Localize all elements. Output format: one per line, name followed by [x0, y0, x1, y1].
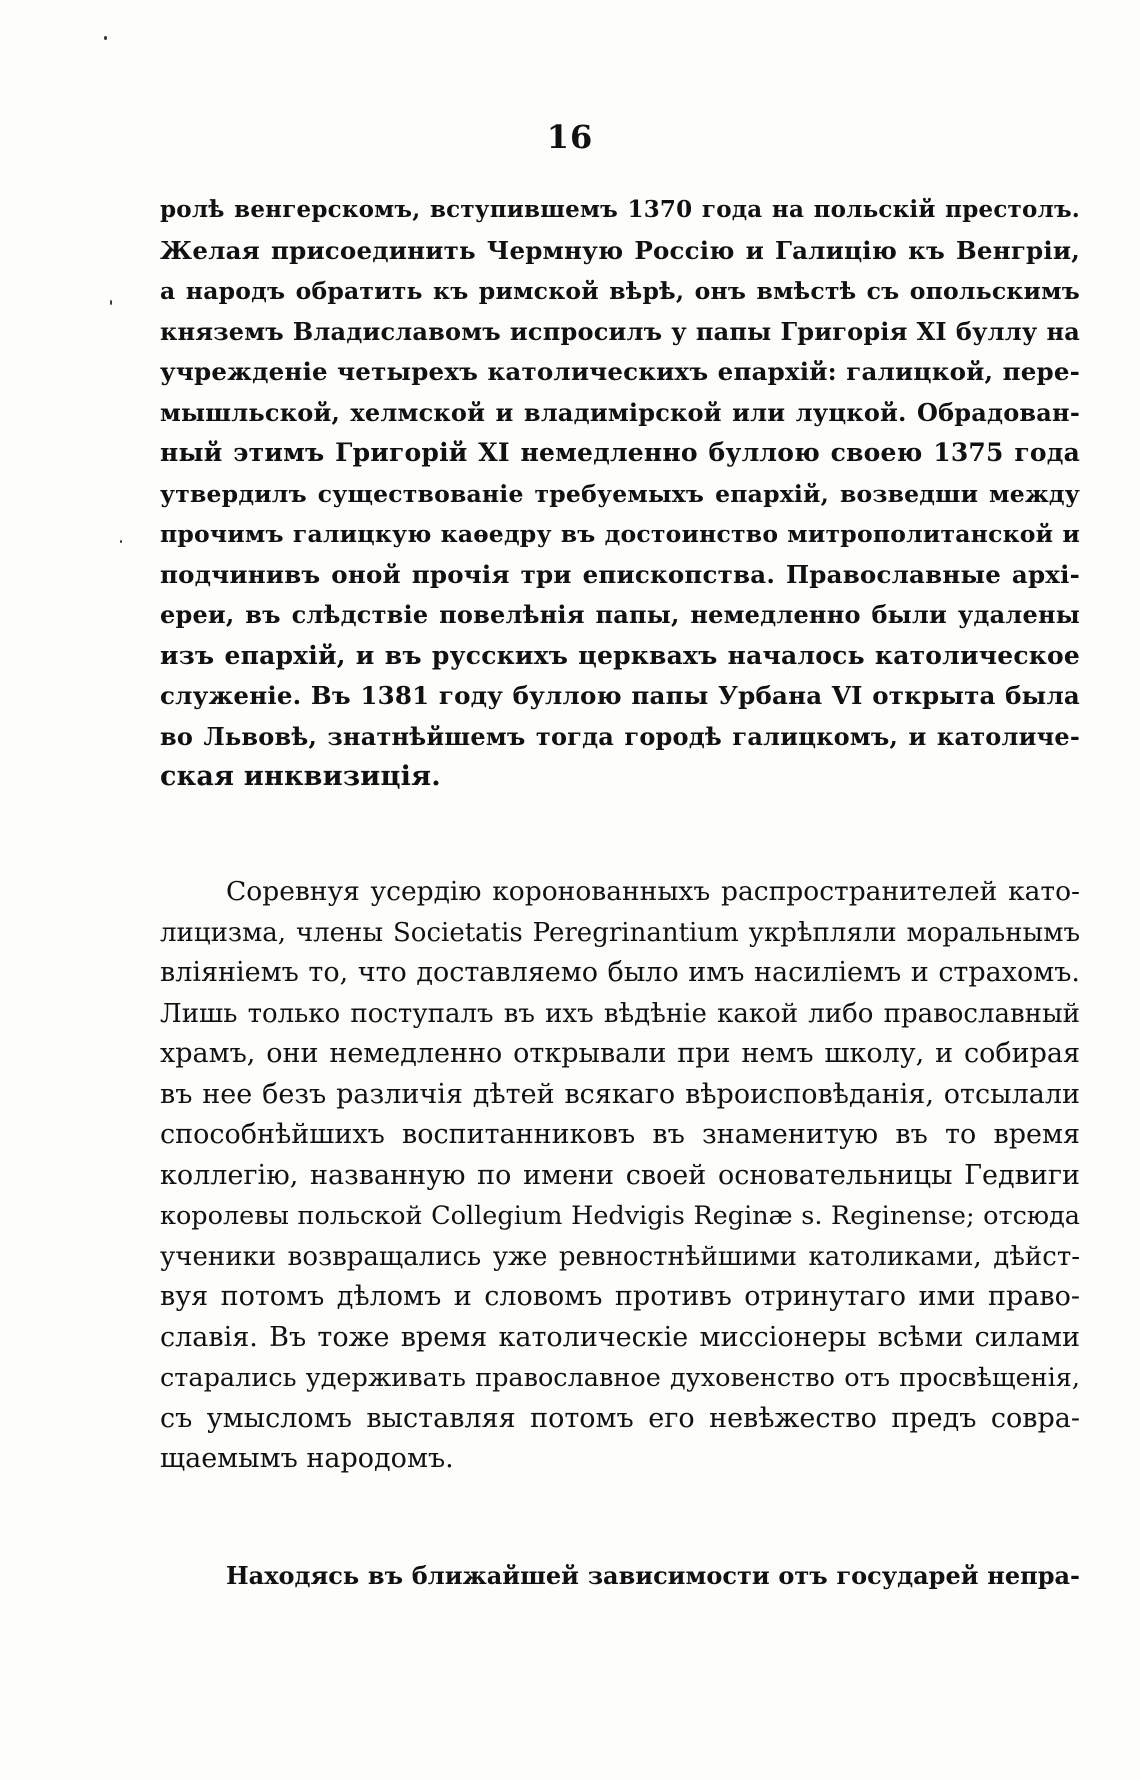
text-line: служеніе. Въ 1381 году буллою папы Урбана VI открыта была	[160, 681, 1080, 710]
text-line: ереи, въ слѣдствіе повелѣнія папы, немедленно были удалены	[160, 600, 1080, 629]
text-line: во Львовѣ, знатнѣйшемъ тогда городѣ галицкомъ, и католиче-	[160, 721, 1080, 751]
text-line: коллегію, названную по имени своей основательницы Гедвиги	[160, 1159, 1080, 1191]
text-line: Лишь только поступалъ въ ихъ вѣдѣніе какой либо православный	[160, 998, 1080, 1029]
text-line: мышльской, хелмской и владимірской или луцкой. Обрадован-	[160, 397, 1080, 427]
text-line: лицизма, члены Societatis Peregrinantium укрѣпляли моральнымъ	[160, 917, 1080, 948]
text-line: а народъ обратить къ римской вѣрѣ, онъ вмѣстѣ съ опольскимъ	[160, 277, 1080, 305]
text-line: способнѣйшихъ воспитанниковъ въ знаменитую въ то время	[160, 1119, 1080, 1150]
text-line: княземъ Владиславомъ испросилъ у папы Григорія XI буллу на	[160, 316, 1080, 346]
text-line: учрежденіе четырехъ католическихъ епархій: галицкой, пере-	[160, 357, 1080, 386]
text-line: утвердилъ существованіе требуемыхъ епархій, возведши между	[160, 479, 1080, 508]
paragraph	[160, 1556, 1080, 1597]
text-line: старались удерживать православное духовенство отъ просвѣщенія,	[160, 1363, 1080, 1393]
scan-speck	[104, 36, 107, 40]
paragraph	[160, 872, 1080, 1480]
scan-speck	[110, 300, 112, 305]
page-number: 16	[546, 118, 594, 156]
text-line: Желая присоединить Чермную Россію и Галицію къ Венгріи,	[160, 235, 1080, 265]
text-line: славія. Въ тоже время католическіе миссіонеры всѣми силами	[160, 1321, 1080, 1353]
text-line: вуя потомъ дѣломъ и словомъ противъ отринутаго ими право-	[160, 1281, 1080, 1312]
text-line: королевы польской Collegium Hedvigis Reginæ s. Reginense; отсюда	[160, 1201, 1080, 1231]
text-line: подчинивъ оной прочія три епископства. Православные архі-	[160, 559, 1080, 589]
text-line: вліяніемъ то, что доставляемо было имъ насиліемъ и страхомъ.	[160, 957, 1080, 988]
text-line: изъ епархій, и въ русскихъ церквахъ началось католическое	[160, 640, 1080, 670]
text-line: храмъ, они немедленно открывали при немъ школу, и собирая	[160, 1038, 1080, 1069]
paragraph	[160, 190, 1080, 798]
text-line: Находясь въ ближайшей зависимости отъ государей непра-	[226, 1561, 1080, 1590]
text-line: ская инквизиція.	[160, 761, 441, 792]
text-line: ролѣ венгерскомъ, вступившемъ 1370 года на польскій престолъ.	[160, 196, 1080, 223]
text-line: Соревнуя усердію коронованныхъ распространителей като-	[226, 876, 1080, 907]
scan-speck	[120, 540, 122, 543]
text-line: ученики возвращались уже ревностнѣйшими католиками, дѣйст-	[160, 1241, 1080, 1272]
text-line: прочимъ галицкую каѳедру въ достоинство митрополитанской и	[160, 520, 1080, 548]
text-line: съ умысломъ выставляя потомъ его невѣжество предъ совра-	[160, 1402, 1080, 1434]
text-line: щаемымъ народомъ.	[160, 1443, 454, 1474]
text-line: ный этимъ Григорій XI немедленно буллою своею 1375 года	[160, 438, 1080, 467]
text-line: въ нее безъ различія дѣтей всякаго вѣроисповѣданія, отсылали	[160, 1078, 1080, 1110]
